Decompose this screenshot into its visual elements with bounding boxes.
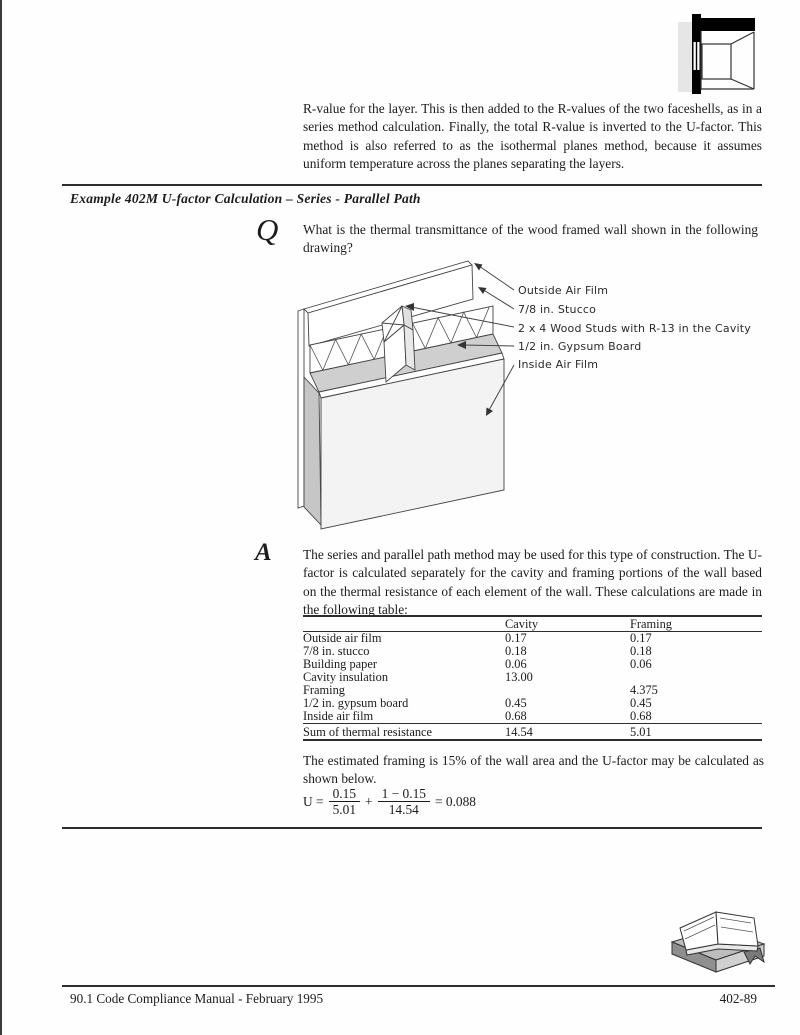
table-row xyxy=(303,710,762,724)
sum-cavity-value: 14.54 xyxy=(505,724,630,741)
formula-fraction-2 xyxy=(378,786,430,818)
row-label: Building paper xyxy=(303,657,377,671)
example-heading: Example 402M U-factor Calculation – Series - Parallel Path xyxy=(70,191,421,206)
row-cavity-value: 0.18 xyxy=(505,644,527,658)
formula-lhs: U = xyxy=(303,793,324,809)
fraction-1-denominator: 5.01 xyxy=(332,802,357,818)
row-label: Framing xyxy=(303,683,345,697)
sum-label: Sum of thermal resistance xyxy=(303,724,505,741)
wall-side-shape xyxy=(304,377,321,525)
r-value-table xyxy=(303,615,762,741)
row-cavity-value: 0.17 xyxy=(505,631,527,645)
table-sum-row xyxy=(303,724,762,741)
fraction-1-numerator: 0.15 xyxy=(329,786,360,802)
formula-result: = 0.088 xyxy=(434,793,476,809)
row-label: Outside air film xyxy=(303,631,382,645)
question-text: What is the thermal transmittance of the wood framed wall shown in the following drawing? xyxy=(303,222,758,256)
row-label: Inside air film xyxy=(303,709,374,723)
label-stucco: 7/8 in. Stucco xyxy=(518,303,597,316)
question-marker: Q xyxy=(256,212,279,247)
row-framing-value: 0.06 xyxy=(630,657,652,671)
table-row xyxy=(303,671,762,684)
row-label: Cavity insulation xyxy=(303,670,389,684)
label-outside-air-film: Outside Air Film xyxy=(518,284,609,297)
intro-paragraph: R-value for the layer. This is then added to the R-values of the two faceshells, as in a series method calculation. Finally, the total R-value is inverted to the U-factor. This method is also referred to as the isothermal planes method, because it assumes uniform temperature across the planes separating the layers. xyxy=(303,101,762,172)
row-framing-value: 0.17 xyxy=(630,631,652,645)
footer-divider xyxy=(62,985,775,987)
formula-fraction-1 xyxy=(329,786,360,818)
open-book-icon xyxy=(660,898,775,978)
header-framing: Framing xyxy=(630,616,762,632)
u-factor-formula xyxy=(303,786,476,818)
row-framing-value: 4.375 xyxy=(630,683,658,697)
label-inside-air-film: Inside Air Film xyxy=(518,358,599,371)
row-framing-value: 0.18 xyxy=(630,644,652,658)
wall-construction-drawing xyxy=(290,253,780,538)
answer-marker: A xyxy=(255,539,272,566)
footer-page-number: 402-89 xyxy=(719,991,757,1006)
fraction-2-numerator: 1 − 0.15 xyxy=(378,786,430,802)
framing-note-paragraph: The estimated framing is 15% of the wall area and the U-factor may be calculated as shown below. xyxy=(303,753,764,787)
formula-plus: + xyxy=(365,793,373,809)
answer-text: The series and parallel path method may be used for this type of construction. The U-factor is calculated separately for the cavity and framing portions of the wall based on the thermal resistance of each element of the wall. These calculations are made in the following table: xyxy=(303,547,762,618)
section-divider-bottom xyxy=(62,827,762,829)
fraction-2-denominator: 14.54 xyxy=(388,802,419,818)
row-cavity-value: 0.06 xyxy=(505,657,527,671)
header-cavity: Cavity xyxy=(505,616,630,632)
sum-framing-value: 5.01 xyxy=(630,724,762,741)
scan-edge-line xyxy=(0,0,2,1035)
row-label: 7/8 in. stucco xyxy=(303,644,370,658)
header-blank xyxy=(303,616,505,632)
row-label: 1/2 in. gypsum board xyxy=(303,696,409,710)
row-cavity-value: 0.45 xyxy=(505,696,527,710)
label-gypsum-board: 1/2 in. Gypsum Board xyxy=(518,340,642,353)
row-framing-value: 0.68 xyxy=(630,709,652,723)
footer-manual-title: 90.1 Code Compliance Manual - February 1995 xyxy=(70,991,324,1006)
label-wood-studs: 2 x 4 Wood Studs with R-13 in the Cavity xyxy=(518,322,752,335)
table-row xyxy=(303,632,762,646)
row-cavity-value: 0.68 xyxy=(505,709,527,723)
wall-section-icon xyxy=(678,12,770,96)
table-header-row xyxy=(303,616,762,632)
row-framing-value: 0.45 xyxy=(630,696,652,710)
row-cavity-value: 13.00 xyxy=(505,670,533,684)
section-divider-top xyxy=(62,184,762,186)
